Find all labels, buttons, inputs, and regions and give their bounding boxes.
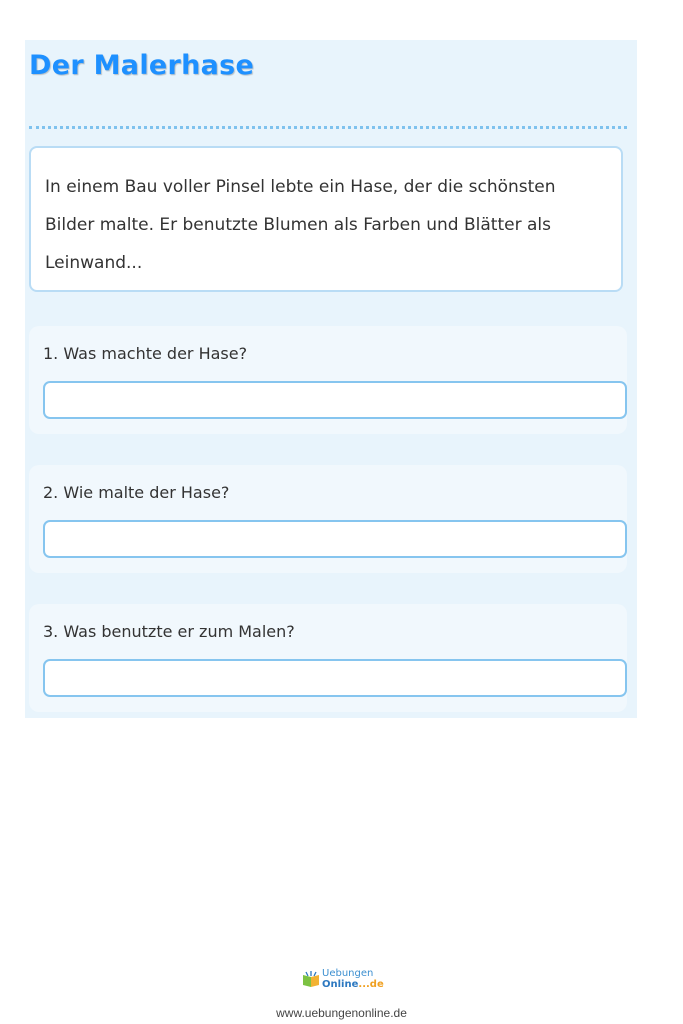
- footer-url: www.uebungenonline.de: [276, 1006, 407, 1020]
- question-label-3: 3. Was benutzte er zum Malen?: [43, 622, 295, 641]
- page-title: Der Malerhase: [29, 50, 255, 81]
- logo-text-bottom: [322, 979, 384, 991]
- open-book-icon: [302, 971, 320, 989]
- story-text: In einem Bau voller Pinsel lebte ein Hase, der die schönsten Bilder malte. Er benutzte Blumen als Farben und Blätter als Leinwand...: [45, 177, 556, 273]
- worksheet: [25, 40, 637, 718]
- story-box: [29, 146, 623, 292]
- logo-text-bottom-main: Online: [322, 979, 359, 990]
- question-card-1: [29, 326, 627, 434]
- question-card-3: [29, 604, 627, 712]
- logo-text-bottom-suffix: ...de: [358, 979, 384, 990]
- logo-text-top: Uebungen: [322, 968, 374, 979]
- answer-input-2[interactable]: [43, 520, 627, 558]
- question-card-2: [29, 465, 627, 573]
- answer-input-1[interactable]: [43, 381, 627, 419]
- question-label-2: 2. Wie malte der Hase?: [43, 483, 230, 502]
- question-label-1: 1. Was machte der Hase?: [43, 344, 248, 363]
- answer-input-3[interactable]: [43, 659, 627, 697]
- site-logo: [302, 968, 382, 994]
- dotted-divider: [29, 126, 627, 129]
